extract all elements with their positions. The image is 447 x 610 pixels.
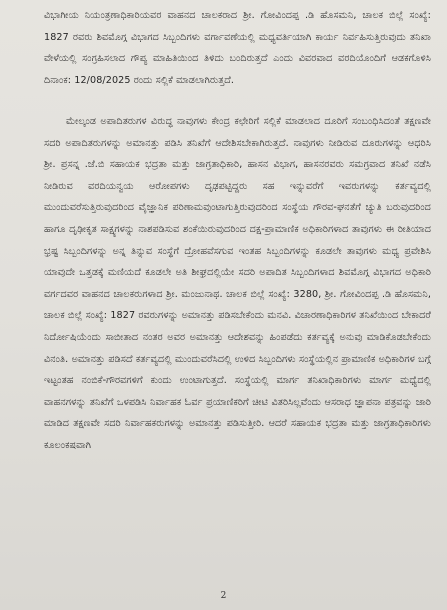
paragraph-2: ಮೇಲ್ಕಂಡ ಅಪಾದಿತರುಗಳ ವಿರುದ್ಧ ನಾವುಗಳು ಕೇಂದ್ರ ಕಛೇರಿಗೆ ಸಲ್ಲಿಕೆ ಮಾಡಲಾದ ದೂರಿಗೆ ಸಂಬಂಧಿಸಿದಂತೆ ತಕ್ಷಣವೇ ಸದರಿ ಅಪಾದಿತರುಗಳನ್ನು ಅಮಾನತ್ತು ಪಡಿಸಿ ತನಿಖೆಗೆ ಆದೇಶಿಸಬೇಕಾಗಿರುತ್ತದೆ. ನಾವುಗಳು ನೀಡಿರುವ ದೂರುಗಳನ್ನು ಆಧರಿಸಿ ಶ್ರೀ. ಪ್ರಸನ್ನ .ಜೆ.ಬಿ ಸಹಾಯಕ ಭದ್ರತಾ ಮತ್ತು ಜಾಗ್ರತಾಧಿಕಾರಿ, ಹಾಸನ ವಿಭಾಗ, ಹಾಸನರವರು ಸಮಗ್ರವಾದ ತನಿಖೆ ನಡೆಸಿ ನೀಡಿರುವ ವರದಿಯನ್ವಯ ಆರೋಪಗಳು ದೃಢಪಟ್ಟಿದ್ದರು ಸಹ ಇನ್ನುವರೆಗೆ ಇವರುಗಳನ್ನು ಕರ್ತವ್ಯದಲ್ಲಿ ಮುಂದುವರೆಸುತ್ತಿರುವುದರಿಂದ ವೈಜ್ಞಾನಿಕ ಪರಿಣಾಮವುಂಟಾಗುತ್ತಿರುವುದರಿಂದ ಸಂಸ್ಥೆಯ ಗೌರವ-ಘನತೆಗೆ ಚ್ಯುತಿ ಬರುವುದರಿಂದ ಹಾಗೂ ದೃಢೀಕೃತ ಸಾಕ್ಷ್ಯಗಳನ್ನು ನಾಶಪಡಿಸುವ ಶಂಕೆಯಿರುವುದರಿಂದ ದಕ್ಷ-ಪ್ರಾಮಾಣಿಕ ಅಧಿಕಾರಿಗಳಾದ ತಾವುಗಳು ಈ ರೀತಿಯಾದ ಭ್ರಷ್ಟ ಸಿಬ್ಬಂದಿಗಳನ್ನು ಅನ್ನ ತಿನ್ನುವ ಸಂಸ್ಥೆಗೆ ದ್ರೋಹವೆಸಗುವ ಇಂತಹ ಸಿಬ್ಬಂದಿಗಳನ್ನು ಕೂಡಲೇ ತಾವುಗಳು ಮಧ್ಯ ಪ್ರವೇಶಿಸಿ ಯಾವುದೇ ಒತ್ತಡಕ್ಕೆ ಮಣಿಯದೆ ಕೂಡಲೇ ಅತಿ ಶೀಘ್ರದಲ್ಲಿಯೇ ಸದರಿ ಅಪಾದಿತ ಸಿಬ್ಬಂದಿಗಳಾದ ಶಿವಮೊಗ್ಗ ವಿಭಾಗದ ಅಧಿಕಾರಿ ವರ್ಗದವರ ವಾಹನದ ಚಾಲಕರುಗಳಾದ ಶ್ರೀ. ಮಂಜುನಾಥ. ಚಾಲಕ ಬಿಲ್ಲೆ ಸಂಖ್ಯೆ: 3280, ಶ್ರೀ. ಗೋವಿಂದಪ್ಪ .ಡಿ ಹೊಸಮನಿ, ಚಾಲಕ ಬಿಲ್ಲೆ ಸಂಖ್ಯೆ: 1827 ರವರುಗಳನ್ನು ಅಮಾನತ್ತು ಪಡಿಸಬೇಕೆಂದು ಮನವಿ. ವಿಚಾರಣಾಧಿಕಾರಿಗಳ ತನಿಖೆಯಿಂದ ಬೇಕಾದರೆ ನಿರ್ದೋಷಿಯೆಂದು ಸಾಬೀತಾದ ನಂತರ ಅವರ ಅಮಾನತ್ತು ಆದೇಶವನ್ನು ಹಿಂಪಡೆದು ಕರ್ತವ್ಯಕ್ಕೆ ಅನುವು ಮಾಡಿಕೊಡಬೇಕೆಂದು ವಿನಂತಿ. ಅಮಾನತ್ತು ಪಡಿಸದೆ ಕರ್ತವ್ಯದಲ್ಲಿ ಮುಂದುವರೆಸಿದಲ್ಲಿ ಉಳಿದ ಸಿಬ್ಬಂದಿಗಳು ಸಂಸ್ಥೆಯಲ್ಲಿನ ಪ್ರಾಮಾಣಿಕ ಅಧಿಕಾರಿಗಳ ಬಗ್ಗೆ ಇಟ್ಟಂತಹ ನಂಬಿಕೆ-ಗೌರವಗಳಿಗೆ ಕುಂದು ಉಂಟಾಗುತ್ತದೆ. ಸಂಸ್ಥೆಯಲ್ಲಿ ಮಾರ್ಗ ತನಿಖಾಧಿಕಾರಿಗಳು ಮಾರ್ಗ ಮಧ್ಯೆದಲ್ಲಿ ವಾಹನಗಳನ್ನು ತನಿಖೆಗೆ ಒಳಪಡಿಸಿ ನಿರ್ವಾಹಕ ಓರ್ವ ಪ್ರಯಾಣಿಕರಿಗೆ ಚೀಟಿ ವಿತರಿಸಿಲ್ಲವೆಂದು ಆಸರಾಧ ಜ್ಞಾಪನಾ ಪತ್ರವನ್ನು ಜಾರಿ ಮಾಡಿದ ತಕ್ಷಣವೇ ಸದರಿ ನಿರ್ವಾಹಕರುಗಳನ್ನು ಅಮಾನತ್ತು ಪಡಿಸುತ್ತೀರಿ. ಆದರೆ ಸಹಾಯಕ ಭದ್ರತಾ ಮತ್ತು ಜಾಗ್ರತಾಧಿಕಾರಿಗಳು ಕೂಲಂಕಷವಾಗಿ — [44, 116, 431, 451]
page-number: 2 — [220, 591, 227, 601]
paragraph-1: ವಿಭಾಗೀಯ ನಿಯಂತ್ರಣಾಧಿಕಾರಿಯವರ ವಾಹನದ ಚಾಲಕರಾದ ಶ್ರೀ. ಗೋವಿಂದಪ್ಪ .ಡಿ ಹೊಸಮನಿ, ಚಾಲಕ ಬಿಲ್ಲೆ ಸಂಖ್ಯೆ: 1827 ರವರು ಶಿವಮೊಗ್ಗ ವಿಭಾಗದ ಸಿಬ್ಬಂದಿಗಳು ವರ್ಗಾವಣೆಯಲ್ಲಿ ಮಧ್ಯವರ್ತಿಯಾಗಿ ಕಾರ್ಯ ನಿರ್ವಹಿಸುತ್ತಿರುವುದು ತನಿಖಾ ವೇಳೆಯಲ್ಲಿ ಸಂಗ್ರಹಿಸಲಾದ ಗೌಪ್ಯ ಮಾಹಿತಿಯಿಂದ ತಿಳಿದು ಬಂದಿರುತ್ತದೆ ಎಂದು ವಿವರವಾದ ವರದಿಯೊಂದಿಗೆ ಆಡಕಗೊಳಿಸಿ ದಿನಾಂಕ: 12/08/2025 ರಂದು ಸಲ್ಲಿಕೆ ಮಾಡಲಾಗಿರುತ್ತದೆ. — [44, 10, 431, 86]
